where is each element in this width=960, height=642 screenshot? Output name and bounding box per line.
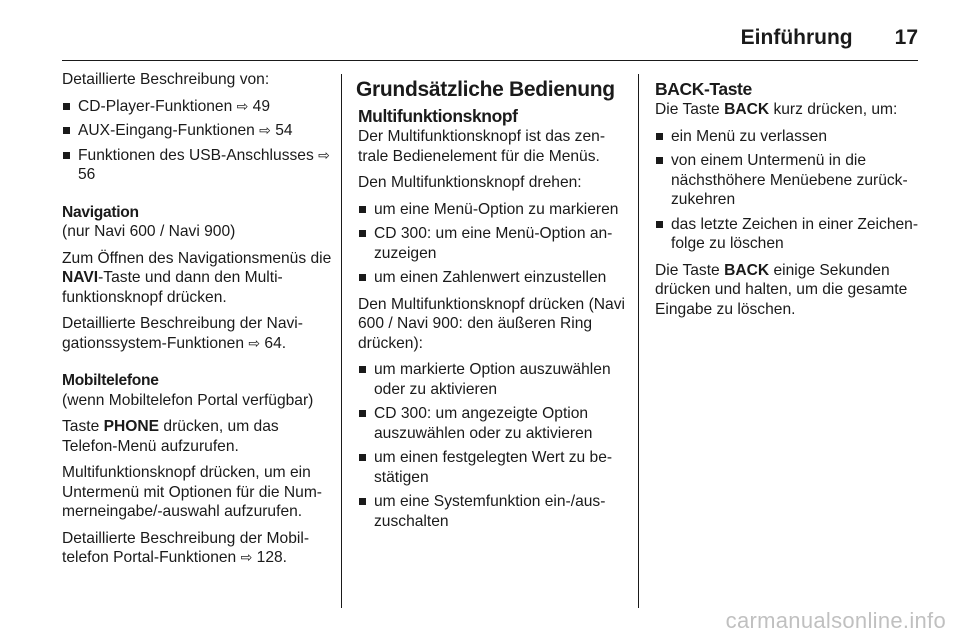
list-item: CD 300: um angezeigte Option auszuwählen oder zu aktivieren [358, 404, 626, 443]
page-ref-number[interactable]: 54 [270, 122, 293, 139]
list-item: von einem Untermenü in die nächsthöhere Menüebene zurück-zukehren [655, 151, 925, 210]
phone-key-label: PHONE [103, 418, 160, 435]
list-item: um einen festgelegten Wert zu be-stätigen [358, 448, 626, 487]
list-item: um eine Systemfunktion ein-/aus-zuschalten [358, 492, 626, 531]
navigation-subtitle: (nur Navi 600 / Navi 900) [62, 223, 236, 240]
column-left [62, 70, 332, 575]
list-item: um markierte Option auszuwählen oder zu aktivieren [358, 360, 626, 399]
page-ref-arrow-icon[interactable]: ⇨ [259, 122, 271, 138]
mobile-heading: Mobiltelefone [62, 372, 159, 389]
page-header [62, 16, 918, 61]
page-title: Einführung [740, 26, 853, 49]
page-ref-arrow-icon[interactable]: ⇨ [240, 549, 253, 565]
back-action-list [655, 127, 925, 254]
section-title: Grundsätzliche Bedienung [356, 78, 615, 101]
subsection-heading: Multifunktionsknopf [358, 106, 518, 126]
page-ref-number[interactable]: 128. [252, 549, 287, 566]
navigation-heading: Navigation [62, 203, 139, 221]
navigation-paragraph: Zum Öffnen des Navigationsmenüs die NAVI-Taste und dann den Multi-funktionsknopf drücken. [62, 249, 332, 306]
column-middle [358, 76, 626, 538]
intro-text: Detaillierte Beschreibung von: [62, 71, 270, 88]
mobile-paragraph: Taste PHONE drücken, um das Telefon-Menü aufzurufen. [62, 418, 279, 455]
back-key-label: BACK [724, 261, 770, 279]
paragraph: Die Taste BACK kurz drücken, um: [655, 101, 898, 118]
list-item: AUX-Eingang-Funktionen ⇨ 54 [62, 121, 332, 141]
navigation-reference: Detaillierte Beschreibung der Navi-gationssystem-Funktionen ⇨ 64. [62, 315, 303, 352]
page-ref-number[interactable]: 56 [78, 166, 96, 183]
back-key-label: BACK [724, 101, 770, 118]
list-item: Funktionen des USB-Anschlusses ⇨ 56 [62, 146, 332, 185]
list-item: das letzte Zeichen in einer Zeichen-folge zu löschen [655, 215, 925, 254]
column-divider [638, 74, 639, 608]
page-ref-number[interactable]: 49 [248, 97, 271, 115]
column-right [655, 79, 925, 326]
mobile-subtitle: (wenn Mobiltelefon Portal verfügbar) [62, 391, 314, 409]
page-ref-number[interactable]: 64. [260, 334, 287, 352]
back-key-heading: BACK-Taste [655, 79, 752, 99]
list-item: um einen Zahlenwert einzustellen [358, 268, 626, 288]
paragraph: Den Multifunktionsknopf drehen: [358, 174, 582, 191]
list-item: CD-Player-Funktionen ⇨ 49 [62, 97, 332, 117]
reference-list [62, 97, 332, 185]
column-divider [341, 74, 342, 608]
press-action-list [358, 360, 626, 531]
paragraph: Den Multifunktionsknopf drücken (Navi 600 / Navi 900: den äußeren Ring drücken): [358, 295, 625, 352]
list-item: CD 300: um eine Menü-Option an-zuzeigen [358, 224, 626, 263]
list-item: ein Menü zu verlassen [655, 127, 925, 147]
watermark: carmanualsonline.info [725, 608, 946, 633]
list-item: um eine Menü-Option zu markieren [358, 200, 626, 220]
page-ref-arrow-icon[interactable]: ⇨ [248, 334, 261, 351]
navi-key-label: NAVI [62, 269, 99, 286]
page-number: 17 [894, 26, 918, 49]
paragraph: Die Taste BACK einige Sekunden drücken und halten, um die gesamte Eingabe zu löschen. [655, 261, 908, 318]
mobile-reference: Detaillierte Beschreibung der Mobil-telefon Portal-Funktionen ⇨ 128. [62, 529, 310, 566]
mobile-paragraph: Multifunktionsknopf drücken, um ein Untermenü mit Optionen für die Num-merneingabe/-auswahl aufzurufen. [62, 464, 322, 520]
page-ref-arrow-icon[interactable]: ⇨ [236, 97, 249, 114]
page-ref-arrow-icon[interactable]: ⇨ [318, 146, 330, 163]
paragraph: Der Multifunktionsknopf ist das zen-trale Bedienelement für die Menüs. [358, 128, 606, 165]
turn-action-list [358, 200, 626, 288]
